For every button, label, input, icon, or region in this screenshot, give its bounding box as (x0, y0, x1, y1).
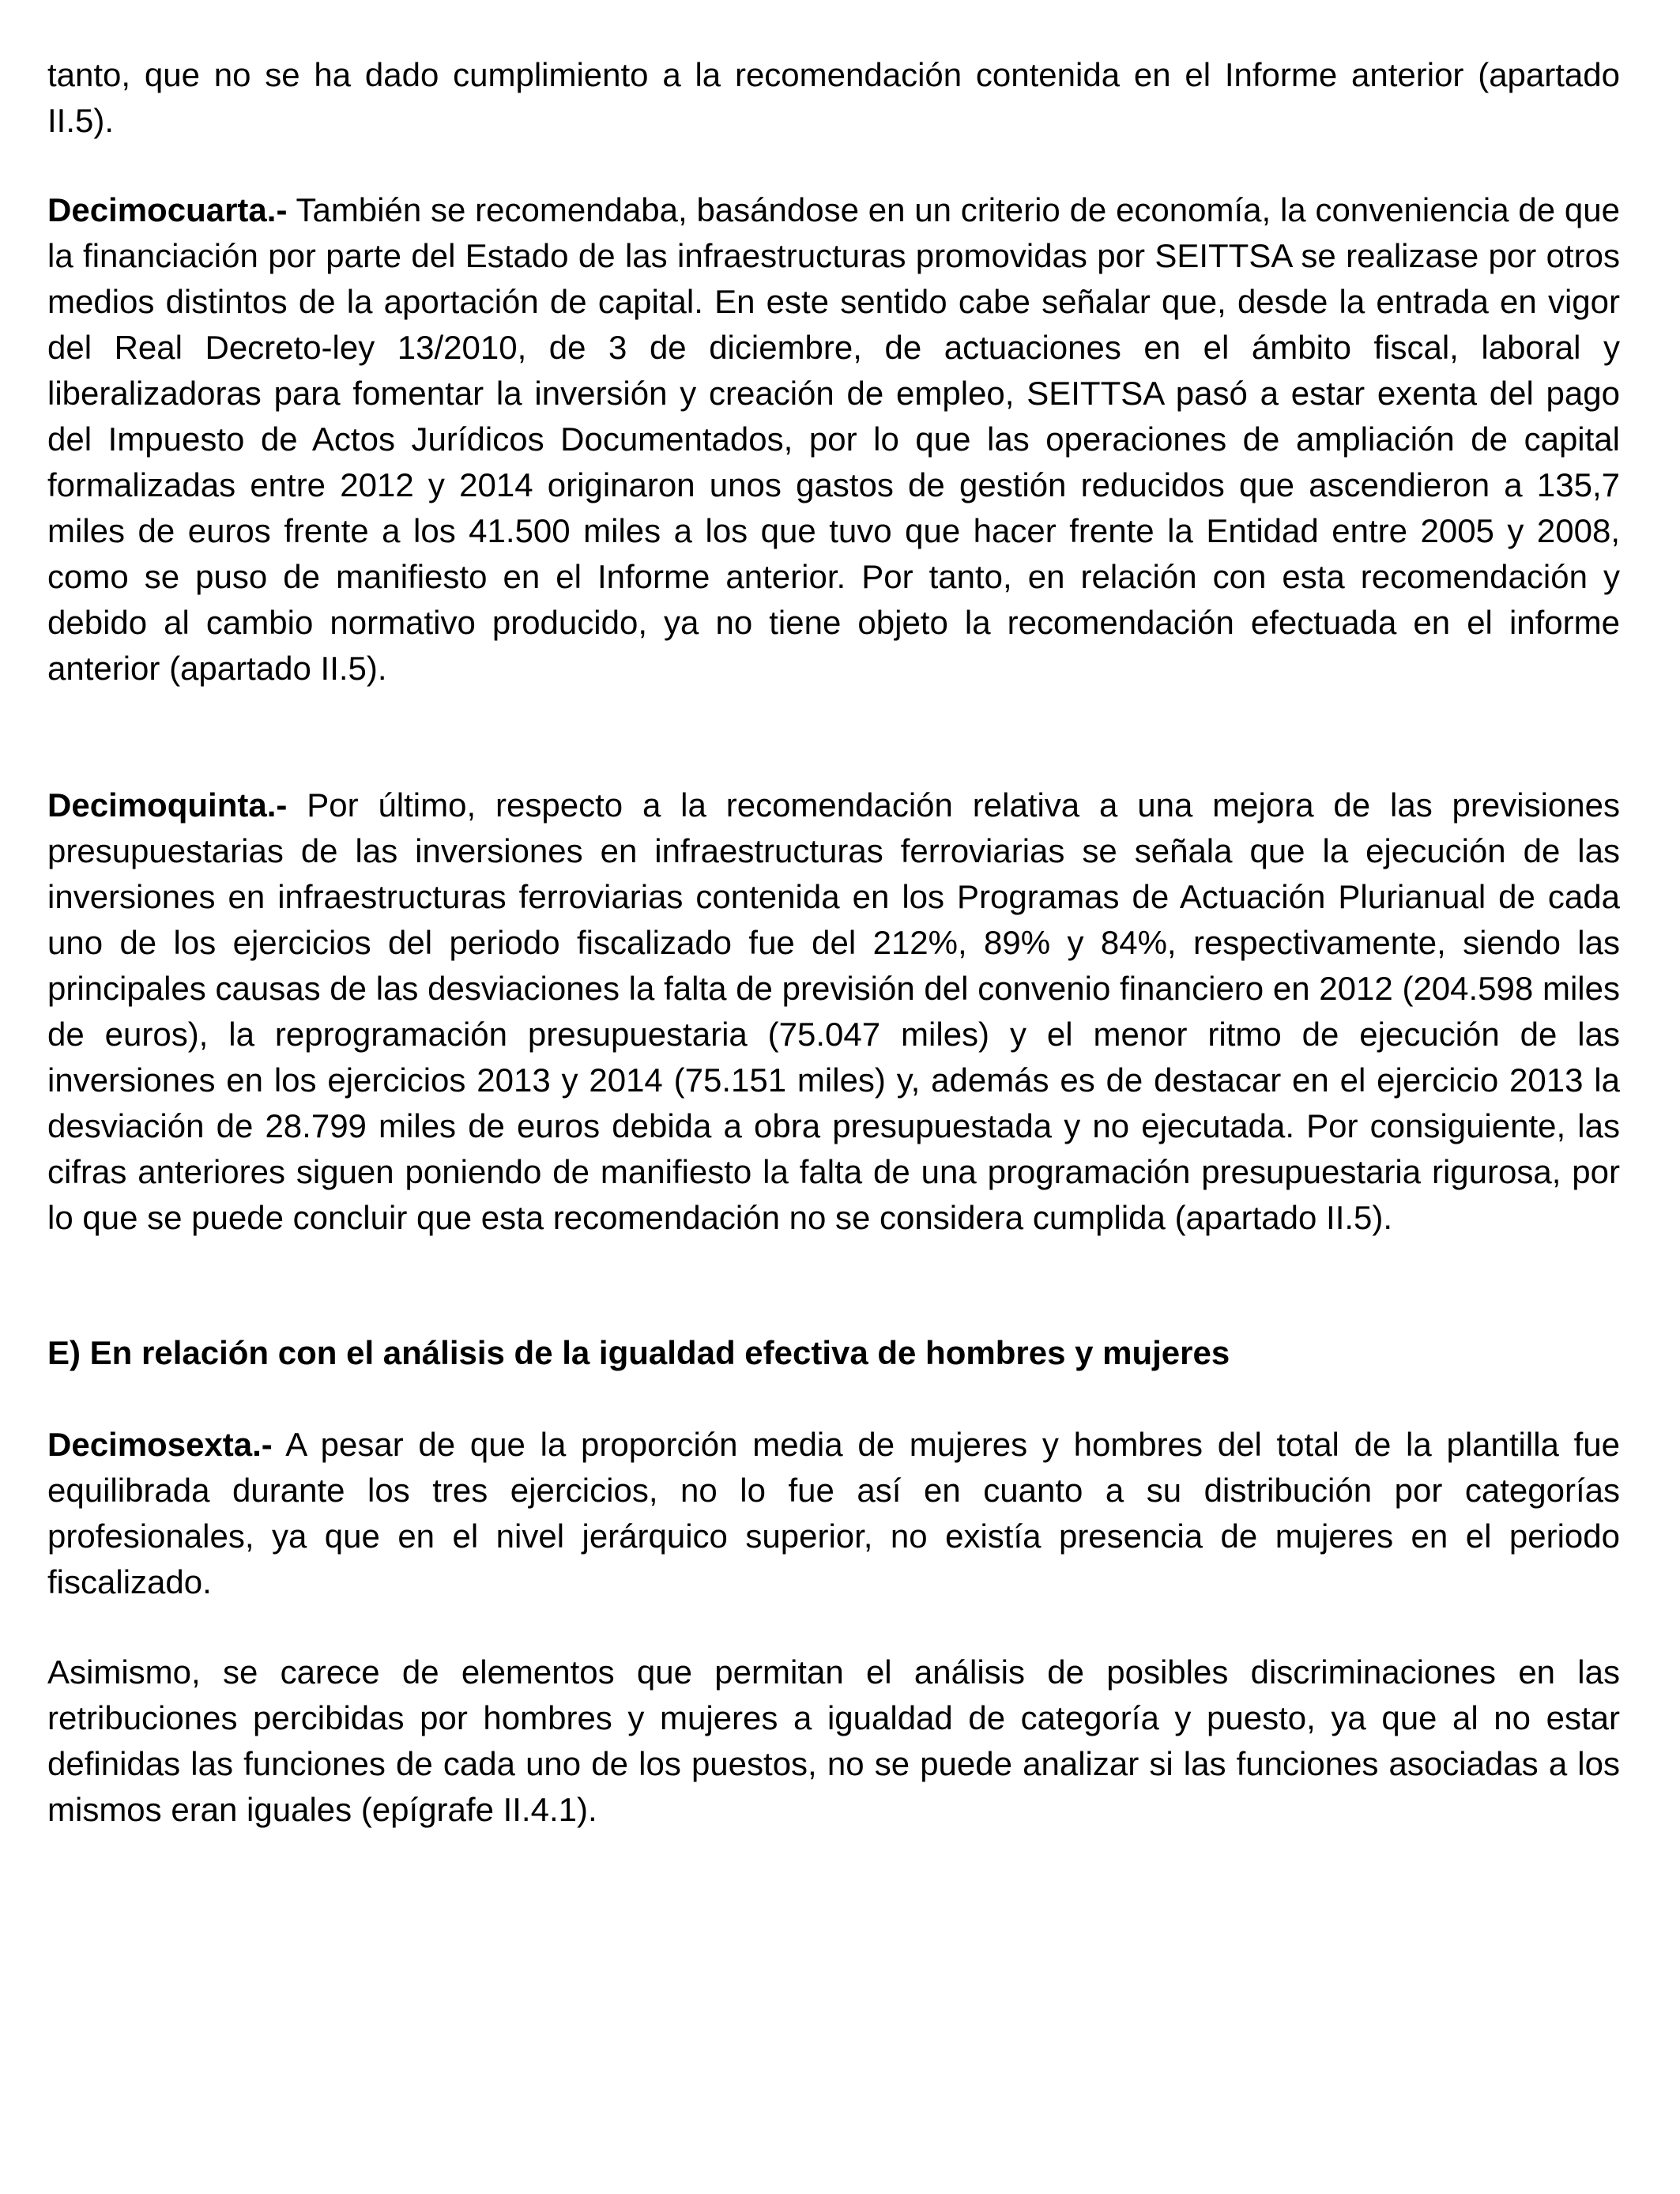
paragraph-decimocuarta (47, 187, 1620, 692)
paragraph-lead: Decimoquinta.- (47, 786, 288, 824)
paragraph-asimismo (47, 1649, 1620, 1833)
paragraph-continuation (47, 52, 1620, 144)
paragraph-text: A pesar de que la proporción media de mujeres y hombres del total de la plantilla fue equilibrada durante los tres ejercicios, no lo fue así en cuanto a su distribución por categorías profesionales, ya que en el nivel jerárquico superior, no existía presencia de mujeres en el periodo fiscalizado. (47, 1426, 1620, 1600)
paragraph-text: Asimismo, se carece de elementos que permitan el análisis de posibles discriminaciones en las retribuciones percibidas por hombres y mujeres a igualdad de categoría y puesto, ya que al no estar definidas las funciones de cada uno de los puestos, no se puede analizar si las funciones asociadas a los mismos eran iguales (epígrafe II.4.1). (47, 1653, 1620, 1828)
paragraph-lead: Decimosexta.- (47, 1426, 273, 1463)
paragraph-text: tanto, que no se ha dado cumplimiento a la recomendación contenida en el Informe anterior (apartado II.5). (47, 56, 1620, 139)
section-heading: E) En relación con el análisis de la igualdad efectiva de hombres y mujeres (47, 1334, 1230, 1371)
paragraph-text: Por último, respecto a la recomendación relativa a una mejora de las previsiones presupuestarias de las inversiones en infraestructuras ferroviarias se señala que la ejecución de las inversiones en infraestructuras ferroviarias contenida en los Programas de Actuación Plurianual de cada uno de los ejercicios del periodo fiscalizado fue del 212%, 89% y 84%, respectivamente, siendo las principales causas de las desviaciones la falta de previsión del convenio financiero en 2012 (204.598 miles de euros), la reprogramación presupuestaria (75.047 miles) y el menor ritmo de ejecución de las inversiones en los ejercicios 2013 y 2014 (75.151 miles) y, además es de destacar en el ejercicio 2013 la desviación de 28.799 miles de euros debida a obra presupuestada y no ejecutada. Por consiguiente, las cifras anteriores siguen poniendo de manifiesto la falta de una programación presupuestaria rigurosa, por lo que se puede concluir que esta recomendación no se considera cumplida (apartado II.5). (47, 786, 1620, 1236)
paragraph-decimosexta (47, 1422, 1620, 1605)
paragraph-text: También se recomendaba, basándose en un criterio de economía, la conveniencia de que la financiación por parte del Estado de las infraestructuras promovidas por SEITTSA se realizase por otros medios distintos de la aportación de capital. En este sentido cabe señalar que, desde la entrada en vigor del Real Decreto-ley 13/2010, de 3 de diciembre, de actuaciones en el ámbito fiscal, laboral y liberalizadoras para fomentar la inversión y creación de empleo, SEITTSA pasó a estar exenta del pago del Impuesto de Actos Jurídicos Documentados, por lo que las operaciones de ampliación de capital formalizadas entre 2012 y 2014 originaron unos gastos de gestión reducidos que ascendieron a 135,7 miles de euros frente a los 41.500 miles a los que tuvo que hacer frente la Entidad entre 2005 y 2008, como se puso de manifiesto en el Informe anterior. Por tanto, en relación con esta recomendación y debido al cambio normativo producido, ya no tiene objeto la recomendación efectuada en el informe anterior (apartado II.5). (47, 191, 1620, 687)
paragraph-lead: Decimocuarta.- (47, 191, 288, 228)
paragraph-decimoquinta (47, 782, 1620, 1241)
